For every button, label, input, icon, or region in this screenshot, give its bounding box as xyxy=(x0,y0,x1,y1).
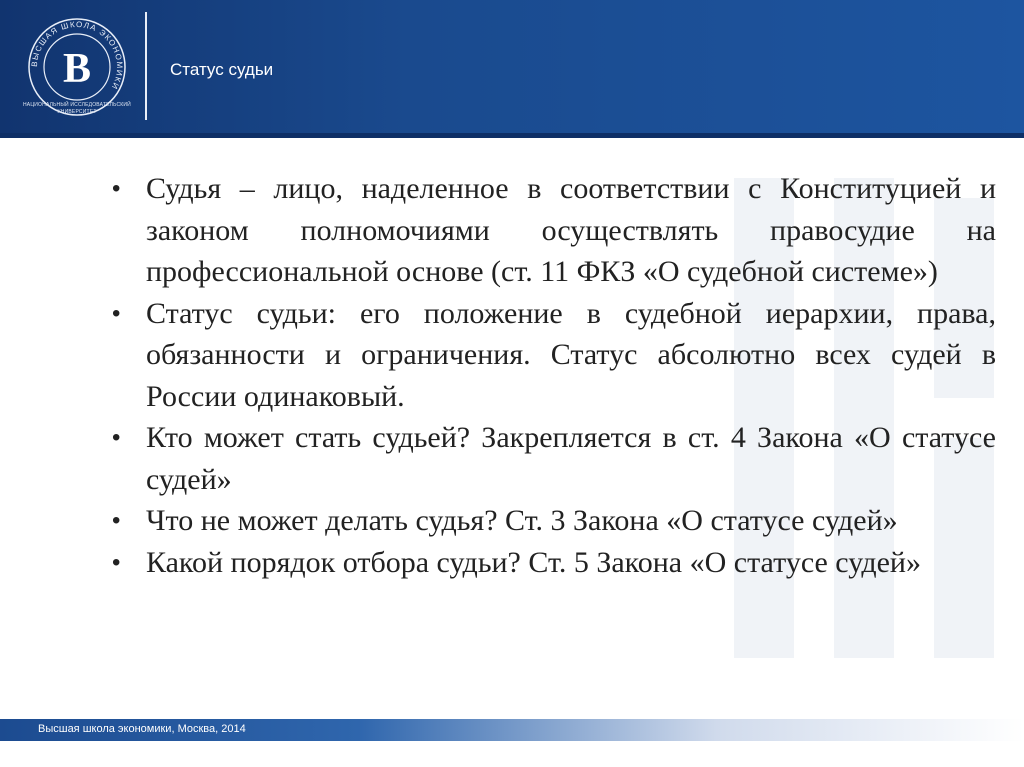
bullet-icon: • xyxy=(112,548,121,576)
list-item xyxy=(110,542,996,584)
bullet-text: Кто может стать судьей? Закрепляется в ст. 4 Закона «О статусе судей» xyxy=(146,421,996,496)
list-item xyxy=(110,500,996,542)
slide-content xyxy=(110,168,996,583)
slide-footer xyxy=(0,719,1024,741)
logo-caption: НАЦИОНАЛЬНЫЙ ИССЛЕДОВАТЕЛЬСКИЙ УНИВЕРСИТЕТ xyxy=(23,102,131,115)
bullet-icon: • xyxy=(112,507,121,534)
bullet-text: Статус судьи: его положение в судебной иерархии, права, обязанности и ограничения. Статус абсолютно всех судей в России одинаковый. xyxy=(146,296,996,413)
svg-text:В: В xyxy=(62,46,92,92)
logo-ring-text: ВЫСШАЯ ШКОЛА ЭКОНОМИКИ xyxy=(29,19,125,92)
bullet-text: Судья – лицо, наделенное в соответствии с Конституцией и законом полномочиями осуществлять правосудие на профессиональной основе (ст. 11 ФКЗ «О судебной системе») xyxy=(146,172,996,288)
page-title: Статус судьи xyxy=(170,60,274,79)
list-item xyxy=(110,168,996,293)
bullet-text: Какой порядок отбора судьи? Ст. 5 Закона «О статусе судей» xyxy=(146,545,921,579)
bullet-text: Что не может делать судья? Ст. 3 Закона «О статусе судей» xyxy=(146,504,898,537)
bullet-icon: • xyxy=(112,175,121,202)
list-item xyxy=(110,417,996,500)
slide-header xyxy=(0,0,1024,138)
footer-spacer xyxy=(0,741,1024,767)
footer-text: Высшая школа экономики, Москва, 2014 xyxy=(38,723,246,735)
bullet-icon: • xyxy=(112,424,121,451)
header-divider xyxy=(145,12,147,120)
bullet-list xyxy=(110,168,996,583)
bullet-icon: • xyxy=(112,299,121,327)
list-item xyxy=(110,293,996,418)
